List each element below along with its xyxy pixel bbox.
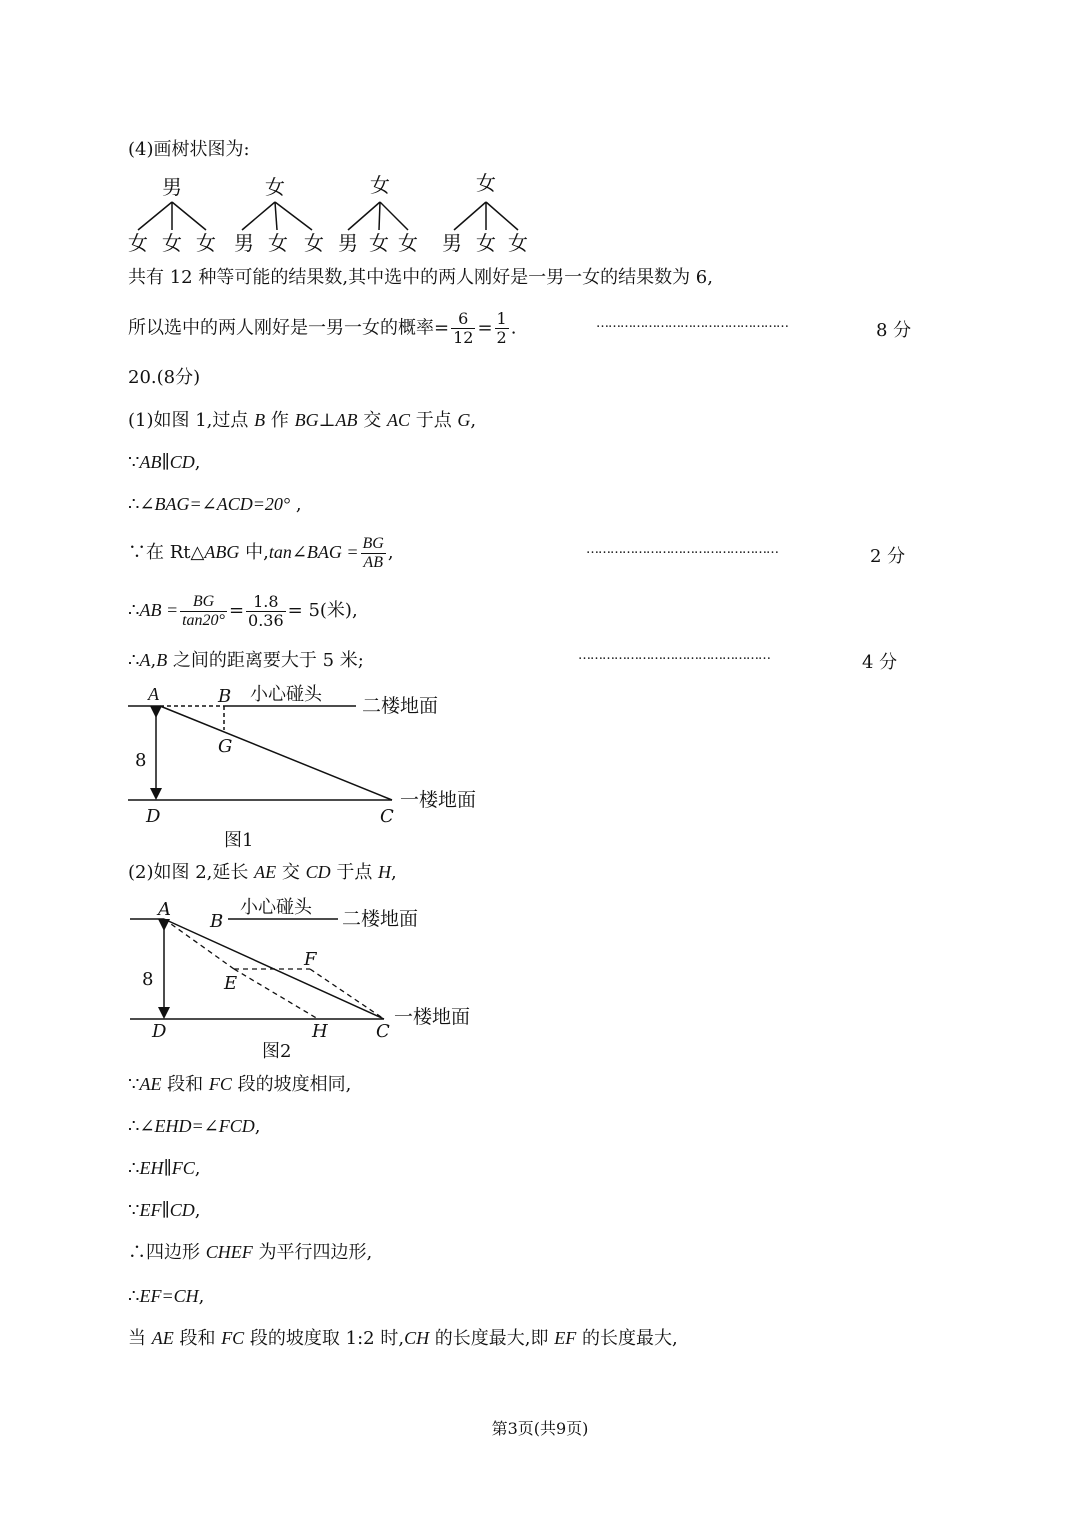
therefore-symbol: ∴ xyxy=(128,494,140,515)
tree-diagram xyxy=(120,168,540,258)
probability-prefix: 所以选中的两人刚好是一男一女的概率= xyxy=(128,317,450,339)
math: CH xyxy=(404,1328,430,1348)
text: 段和 xyxy=(161,1074,209,1095)
score-leader-dots: ………………………………………… xyxy=(586,542,778,557)
fraction-1-2 xyxy=(495,310,509,347)
text: 中, xyxy=(239,542,269,563)
text: 于点 xyxy=(330,862,379,883)
figure-2 xyxy=(120,893,500,1068)
tree-leaf: 女 xyxy=(508,231,528,255)
point-d: D xyxy=(146,806,161,827)
math: tan∠BAG = xyxy=(268,542,359,562)
point-f: F xyxy=(304,949,317,970)
tree-leaf: 女 xyxy=(128,231,148,255)
text: 交 xyxy=(357,410,387,431)
therefore-symbol: ∴ xyxy=(128,1286,140,1307)
lower-floor-label: 一楼地面 xyxy=(400,789,477,811)
tree-root-1: 男 xyxy=(162,175,182,199)
math: G xyxy=(457,410,471,430)
point-h: H xyxy=(312,1021,328,1042)
fraction-6-12 xyxy=(451,310,475,347)
tree-leaf: 男 xyxy=(234,231,254,255)
q20-part1-line4 xyxy=(128,532,394,573)
text: 为平行四边形, xyxy=(252,1242,373,1263)
math: BG⊥AB xyxy=(294,410,358,430)
math: AB∥CD xyxy=(139,452,195,472)
point-e: E xyxy=(224,973,238,994)
height-label: 8 xyxy=(142,969,154,990)
outcomes-line: 共有 12 种等可能的结果数,其中选中的两人刚好是一男一女的结果数为 6, xyxy=(128,267,713,288)
point-a: A xyxy=(158,899,171,920)
tree-root-4: 女 xyxy=(476,171,496,195)
numerator: BG xyxy=(362,534,384,552)
numerator: 1.8 xyxy=(246,593,286,612)
point-d: D xyxy=(152,1021,167,1042)
tree-root-2: 女 xyxy=(265,175,285,199)
tree-leaf: 女 xyxy=(196,231,216,255)
period: . xyxy=(510,317,517,339)
q20-part1-line5 xyxy=(128,590,358,631)
upper-floor-label: 二楼地面 xyxy=(342,908,419,930)
probability-line xyxy=(128,310,516,347)
math: ∠BAG=∠ACD=20° xyxy=(139,494,291,514)
score-8: 8 分 xyxy=(876,320,912,341)
tree-leaf: 女 xyxy=(162,231,182,255)
math: EF=CH xyxy=(139,1286,199,1306)
text: 之间的距离要大于 5 米; xyxy=(167,650,364,671)
point-g: G xyxy=(218,736,233,757)
therefore-symbol: ∴ xyxy=(128,1158,140,1179)
figure-caption: 图1 xyxy=(224,830,254,851)
denominator: 2 xyxy=(496,328,507,347)
text: ∴四边形 xyxy=(128,1242,206,1263)
figure-caption: 图2 xyxy=(262,1041,292,1062)
math: EH∥FC xyxy=(139,1158,195,1178)
lower-floor-label: 一楼地面 xyxy=(394,1006,471,1028)
text: , xyxy=(198,1286,205,1307)
score-4: 4 分 xyxy=(862,652,898,673)
tree-leaf: 女 xyxy=(476,231,496,255)
math: AE xyxy=(151,1328,174,1348)
text: = 5(米), xyxy=(287,600,358,621)
q20-part2-heading xyxy=(128,860,397,885)
text: , xyxy=(290,494,302,515)
score-leader-dots: ………………………………………… xyxy=(578,648,770,663)
math: AE xyxy=(254,862,277,882)
math: H xyxy=(378,862,392,882)
point-b: B xyxy=(210,911,224,932)
math: FC xyxy=(221,1328,245,1348)
equals-sign: = xyxy=(477,317,493,339)
q20-part1-line2 xyxy=(128,450,201,475)
math: ∠EHD=∠FCD xyxy=(139,1116,255,1136)
text: 的长度最大, xyxy=(576,1328,678,1349)
tree-leaf: 女 xyxy=(268,231,288,255)
tree-leaf: 男 xyxy=(338,231,358,255)
text: , xyxy=(391,862,397,883)
height-label: 8 xyxy=(135,750,147,771)
numerator: BG xyxy=(180,593,227,612)
text: ∵在 Rt△ xyxy=(128,542,205,563)
math: CHEF xyxy=(205,1242,253,1262)
math: AE xyxy=(139,1074,162,1094)
tree-leaf: 女 xyxy=(304,231,324,255)
text: , xyxy=(150,650,157,671)
q20-part2-line2 xyxy=(128,1114,261,1139)
math: AC xyxy=(386,410,410,430)
numerator: 6 xyxy=(451,310,475,329)
q20-part2-line3 xyxy=(128,1156,201,1181)
math: AB = xyxy=(139,600,179,620)
text: 当 xyxy=(128,1328,152,1349)
tree-leaf: 女 xyxy=(398,231,418,255)
point-c: C xyxy=(376,1021,390,1042)
denominator: 0.36 xyxy=(248,610,284,630)
math: CD xyxy=(305,862,331,882)
text: 作 xyxy=(265,410,295,431)
warning-sign-text: 小心碰头 xyxy=(240,897,312,918)
math: EF xyxy=(554,1328,577,1348)
text: , xyxy=(254,1116,261,1137)
therefore-symbol: ∴ xyxy=(128,600,140,621)
denominator: 12 xyxy=(453,328,474,347)
q20-part2-line1 xyxy=(128,1072,351,1097)
text: , xyxy=(194,1200,201,1221)
because-symbol: ∵ xyxy=(128,1074,140,1095)
equals-sign: = xyxy=(228,600,245,621)
because-symbol: ∵ xyxy=(128,1200,140,1221)
q20-heading: 20.(8分) xyxy=(128,367,201,388)
text: 段的坡度相同, xyxy=(231,1074,352,1095)
denominator: AB xyxy=(363,553,383,571)
therefore-symbol: ∴ xyxy=(128,650,140,671)
warning-sign-text: 小心碰头 xyxy=(250,684,322,705)
score-2: 2 分 xyxy=(870,546,906,567)
q20-part2-line7 xyxy=(128,1326,678,1351)
text: 段的坡度取 1:2 时, xyxy=(244,1328,405,1349)
text: 的长度最大,即 xyxy=(429,1328,555,1349)
upper-floor-label: 二楼地面 xyxy=(362,695,439,717)
denominator: tan20° xyxy=(182,611,225,629)
text: (2)如图 2,延长 xyxy=(128,862,255,883)
math: A xyxy=(139,650,151,670)
because-symbol: ∵ xyxy=(128,452,140,473)
figure-1 xyxy=(120,680,500,855)
text: 于点 xyxy=(409,410,458,431)
text: , xyxy=(387,542,394,563)
text: , xyxy=(194,1158,201,1179)
q20-part1-line6 xyxy=(128,648,364,673)
math: B xyxy=(156,650,168,670)
q20-part2-line5 xyxy=(128,1240,372,1265)
q20-part1-line1 xyxy=(128,408,476,433)
tree-leaf: 女 xyxy=(369,231,389,255)
therefore-symbol: ∴ xyxy=(128,1116,140,1137)
fraction-bg-ab xyxy=(361,535,386,572)
score-leader-dots: ………………………………………… xyxy=(596,316,788,331)
text: (1)如图 1,过点 xyxy=(128,410,255,431)
text: , xyxy=(470,410,477,431)
tree-leaf: 男 xyxy=(442,231,462,255)
point-a: A xyxy=(148,684,159,704)
math: FC xyxy=(208,1074,232,1094)
math: B xyxy=(254,410,266,430)
math: ABG xyxy=(204,542,240,562)
fraction-1.8-0.36 xyxy=(246,593,286,630)
text: 交 xyxy=(276,862,306,883)
text: 段和 xyxy=(173,1328,222,1349)
q20-part2-line6 xyxy=(128,1284,204,1309)
q20-part2-line4 xyxy=(128,1198,201,1223)
part4-heading: (4)画树状图为: xyxy=(128,139,250,160)
page-footer: 第3页(共9页) xyxy=(491,1419,589,1438)
numerator: 1 xyxy=(496,309,507,328)
point-b: B xyxy=(218,686,232,707)
tree-root-3: 女 xyxy=(370,173,390,197)
text: , xyxy=(194,452,201,473)
q20-part1-line3 xyxy=(128,492,302,517)
point-c: C xyxy=(380,806,394,827)
math: EF∥CD xyxy=(139,1200,195,1220)
fraction-bg-tan20 xyxy=(180,593,227,630)
